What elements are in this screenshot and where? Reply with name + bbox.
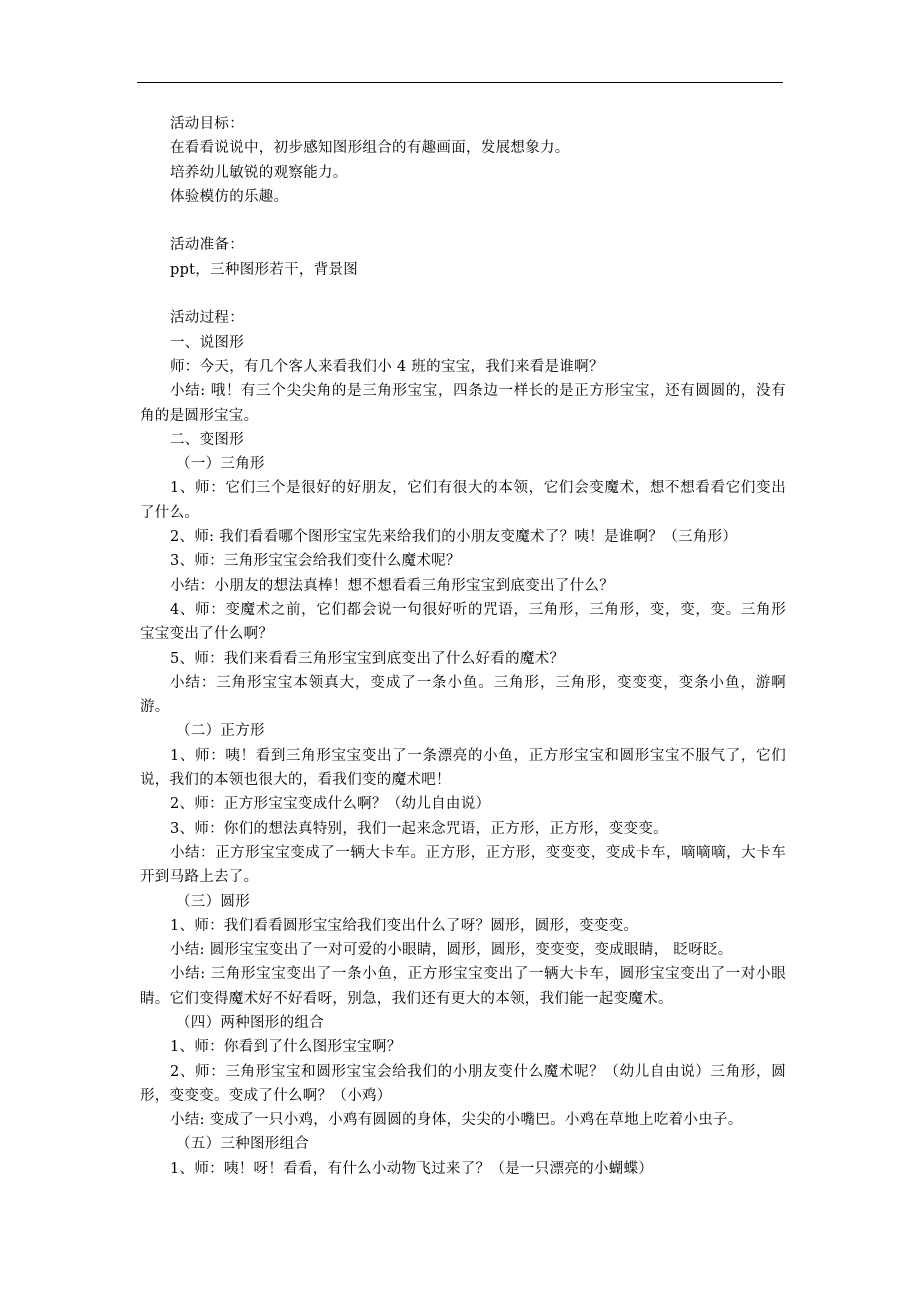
section-heading: （四）两种图形的组合 xyxy=(176,1014,324,1031)
paragraph: 师：今天，有几个客人来看我们小 4 班的宝宝，我们来看是谁啊？ xyxy=(170,358,604,375)
process-title: 活动过程： xyxy=(170,310,244,327)
spacer xyxy=(140,282,786,306)
section-heading: （三）圆形 xyxy=(176,893,250,910)
section-heading: （二）正方形 xyxy=(176,723,265,740)
goal-item: 体验模仿的乐趣。 xyxy=(170,188,289,205)
spacer xyxy=(140,209,786,233)
paragraph: 小结: 哦！有三个尖尖角的是三角形宝宝，四条边一样长的是正方形宝宝，还有圆圆的，没有角的是圆形宝宝。 xyxy=(140,383,786,424)
document-body xyxy=(140,112,786,1181)
goals-title: 活动目标： xyxy=(170,116,244,132)
paragraph: 1、师：咦！呀！看看，有什么小动物飞过来了？（是一只漂亮的小蝴蝶） xyxy=(170,1160,654,1177)
paragraph: 1、师：咦！看到三角形宝宝变出了一条漂亮的小鱼，正方形宝宝和圆形宝宝不服气了，它们说，我们的本领也很大的，看我们变的魔术吧！ xyxy=(140,747,786,789)
paragraph: 1、师：我们看看圆形宝宝给我们变出什么了呀？圆形，圆形，变变变。 xyxy=(170,917,639,934)
paragraph: 小结：小朋友的想法真棒！想不想看看三角形宝宝到底变出了什么？ xyxy=(170,577,614,594)
paragraph: 小结: 变成了一只小鸡，小鸡有圆圆的身体，尖尖的小嘴巴。小鸡在草地上吃着小虫子。 xyxy=(170,1112,743,1129)
prep-title: 活动准备： xyxy=(170,237,244,254)
paragraph: 2、师: 我们看看哪个图形宝宝先来给我们的小朋友变魔术了？咦！是谁啊？（三角形） xyxy=(170,529,738,546)
paragraph: 小结: 三角形宝宝变出了一条小鱼，正方形宝宝变出了一辆大卡车，圆形宝宝变出了一对小眼睛。它们变得魔术好不好看呀，别急，我们还有更大的本领，我们能一起变魔术。 xyxy=(140,966,786,1007)
part1-heading: 一、说图形 xyxy=(170,334,244,351)
paragraph: 小结：三角形宝宝本领真大，变成了一条小鱼。三角形，三角形，变变变，变条小鱼，游啊游。 xyxy=(140,674,786,716)
paragraph: 4、师：变魔术之前，它们都会说一句很好听的咒语，三角形，三角形，变，变，变。三角形宝宝变出了什么啊？ xyxy=(140,601,786,643)
paragraph: 5、师：我们来看看三角形宝宝到底变出了什么好看的魔术？ xyxy=(170,650,565,667)
paragraph: 小结: 圆形宝宝变出了一对可爱的小眼睛，圆形，圆形，变变变，变成眼睛， 眨呀眨。 xyxy=(170,942,733,959)
paragraph: 3、师：三角形宝宝会给我们变什么魔术呢？ xyxy=(170,553,461,570)
paragraph: 1、师：你看到了什么图形宝宝啊？ xyxy=(170,1039,402,1056)
paragraph: 1、师：它们三个是很好的好朋友，它们有很大的本领，它们会变魔术，想不想看看它们变出了什么。 xyxy=(140,480,786,521)
paragraph: 2、师：三角形宝宝和圆形宝宝会给我们的小朋友变什么魔术呢？（幼儿自由说）三角形，圆形，变变变。变成了什么啊？（小鸡） xyxy=(140,1063,786,1104)
header-rule xyxy=(137,82,783,83)
goal-item: 培养幼儿敏锐的观察能力。 xyxy=(170,164,348,181)
goal-item: 在看看说说中，初步感知图形组合的有趣画面，发展想象力。 xyxy=(170,140,570,157)
paragraph: 3、师：你们的想法真特别，我们一起来念咒语，正方形，正方形，变变变。 xyxy=(170,820,668,837)
prep-text: ppt，三种图形若干，背景图 xyxy=(170,261,359,278)
paragraph: 2、师：正方形宝宝变成什么啊？（幼儿自由说） xyxy=(170,796,491,813)
part2-heading: 二、变图形 xyxy=(170,431,244,448)
section-heading: （一）三角形 xyxy=(176,456,265,473)
paragraph: 小结：正方形宝宝变成了一辆大卡车。正方形，正方形，变变变，变成卡车，嘀嘀嘀，大卡车开到马路上去了。 xyxy=(140,844,786,886)
section-heading: （五）三种图形组合 xyxy=(176,1136,310,1153)
